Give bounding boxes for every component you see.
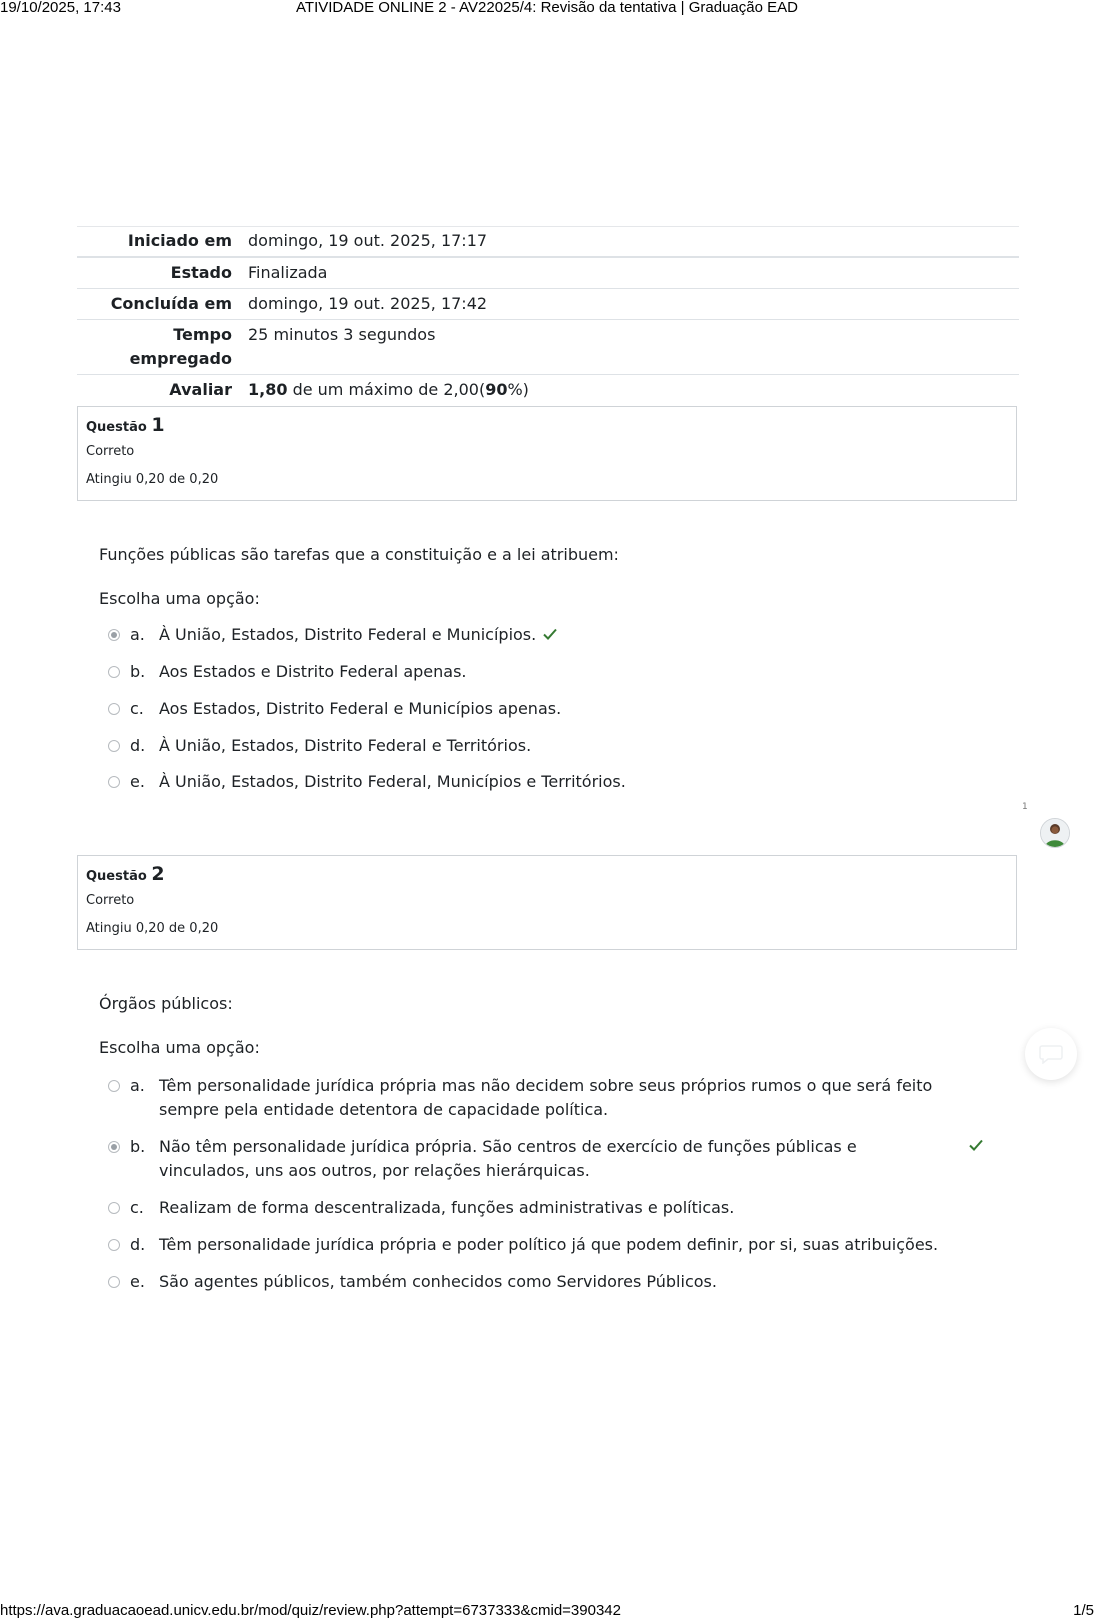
answer-option[interactable] <box>108 1135 988 1183</box>
question-state: Correto <box>86 444 135 459</box>
option-text: São agentes públicos, também conhecidos como Servidores Públicos. <box>159 1272 717 1291</box>
option-letter: e. <box>130 772 145 791</box>
print-page-number: 1/5 <box>1073 1602 1094 1619</box>
radio-button-selected[interactable] <box>108 1141 120 1153</box>
question-grade: Atingiu 0,20 de 0,20 <box>86 921 219 936</box>
question-number <box>86 415 1008 438</box>
option-letter: c. <box>130 699 144 718</box>
grade-percent: 90 <box>485 380 508 399</box>
question-state: Correto <box>86 893 135 908</box>
chat-bubble-icon <box>1039 1044 1063 1064</box>
option-letter: d. <box>130 736 146 755</box>
option-text: À União, Estados, Distrito Federal, Municípios e Territórios. <box>159 772 626 791</box>
radio-button[interactable] <box>108 666 120 678</box>
print-title: ATIVIDADE ONLINE 2 - AV22025/4: Revisão da tentativa | Graduação EAD <box>296 0 798 16</box>
question-info-2 <box>77 855 1017 950</box>
summary-label: Iniciado em <box>127 231 232 250</box>
radio-button[interactable] <box>108 740 120 752</box>
summary-label: Concluída em <box>110 294 232 313</box>
option-letter: b. <box>130 662 146 681</box>
page-marker: 1 <box>1022 802 1028 812</box>
summary-value: domingo, 19 out. 2025, 17:42 <box>248 294 488 313</box>
grade-text-end: %) <box>507 380 529 399</box>
question-number-value: 1 <box>151 414 165 436</box>
answer-option[interactable] <box>108 623 988 647</box>
answer-option[interactable] <box>108 1233 988 1257</box>
attempt-summary-table <box>77 226 1019 405</box>
option-letter: a. <box>130 625 145 644</box>
summary-value: Finalizada <box>248 263 328 282</box>
question-number <box>86 864 1008 887</box>
radio-button-selected[interactable] <box>108 629 120 641</box>
option-text: Aos Estados e Distrito Federal apenas. <box>159 662 467 681</box>
question-label: Questão <box>86 869 147 884</box>
summary-label-line: Tempo <box>173 325 232 344</box>
question-info-1 <box>77 406 1017 501</box>
answer-option[interactable] <box>108 660 988 684</box>
summary-row-started <box>77 226 1019 256</box>
radio-button[interactable] <box>108 703 120 715</box>
option-letter: e. <box>130 1272 145 1291</box>
answer-option[interactable] <box>108 697 988 721</box>
summary-value <box>232 375 1019 405</box>
radio-button[interactable] <box>108 1080 120 1092</box>
summary-row-time <box>77 319 1019 374</box>
question-prompt-2: Escolha uma opção: <box>99 1038 260 1057</box>
question-label: Questão <box>86 420 147 435</box>
grade-score: 1,80 <box>248 380 288 399</box>
summary-value: 25 minutos 3 segundos <box>248 325 436 344</box>
summary-label-line: empregado <box>129 349 232 368</box>
option-text <box>159 623 988 647</box>
question-grade: Atingiu 0,20 de 0,20 <box>86 472 219 487</box>
option-letter: c. <box>130 1198 144 1217</box>
print-datetime: 19/10/2025, 17:43 <box>0 0 121 16</box>
option-letter: d. <box>130 1235 146 1254</box>
check-icon <box>542 626 558 642</box>
summary-label: Estado <box>170 263 232 282</box>
answer-option[interactable] <box>108 734 988 758</box>
summary-row-completed <box>77 288 1019 319</box>
print-url: https://ava.graduacaoead.unicv.edu.br/mod/quiz/review.php?attempt=6737333&cmid=390342 <box>0 1602 621 1619</box>
question-prompt-1: Escolha uma opção: <box>99 589 260 608</box>
summary-row-state <box>77 256 1019 288</box>
radio-button[interactable] <box>108 1276 120 1288</box>
print-footer <box>0 1601 1094 1623</box>
option-letter: b. <box>130 1137 146 1156</box>
radio-button[interactable] <box>108 1202 120 1214</box>
question-number-value: 2 <box>151 863 165 885</box>
question-text-1: Funções públicas são tarefas que a constituição e a lei atribuem: <box>99 545 619 564</box>
option-text: Têm personalidade jurídica própria e poder político já que podem definir, por si, suas atribuições. <box>159 1235 939 1254</box>
summary-row-grade <box>77 374 1019 405</box>
answer-option[interactable] <box>108 770 988 794</box>
check-icon <box>968 1137 984 1153</box>
answer-option[interactable] <box>108 1074 988 1122</box>
question-text-2: Órgãos públicos: <box>99 994 233 1013</box>
answer-option[interactable] <box>108 1270 988 1294</box>
option-text: Realizam de forma descentralizada, funções administrativas e políticas. <box>159 1198 735 1217</box>
grade-text: de um máximo de 2,00( <box>287 380 486 399</box>
option-text: Têm personalidade jurídica própria mas não decidem sobre seus próprios rumos o que será feito sempre pela entidade detentora de capacidade política. <box>159 1076 933 1119</box>
user-avatar-icon[interactable] <box>1040 818 1070 848</box>
option-text: Não têm personalidade jurídica própria. São centros de exercício de funções públicas e vinculados, uns aos outros, por relações hierárquicas. <box>159 1137 857 1180</box>
option-text-content: À União, Estados, Distrito Federal e Municípios. <box>159 625 537 644</box>
radio-button[interactable] <box>108 776 120 788</box>
summary-label <box>77 320 232 374</box>
avatar-graphic <box>1041 819 1069 847</box>
floating-chat-button[interactable] <box>1025 1028 1077 1080</box>
option-text: À União, Estados, Distrito Federal e Territórios. <box>159 736 532 755</box>
option-text: Aos Estados, Distrito Federal e Municípios apenas. <box>159 699 562 718</box>
option-letter: a. <box>130 1076 145 1095</box>
summary-label: Avaliar <box>169 380 232 399</box>
print-header <box>0 0 1094 18</box>
summary-value: domingo, 19 out. 2025, 17:17 <box>248 231 488 250</box>
answer-option[interactable] <box>108 1196 988 1220</box>
radio-button[interactable] <box>108 1239 120 1251</box>
